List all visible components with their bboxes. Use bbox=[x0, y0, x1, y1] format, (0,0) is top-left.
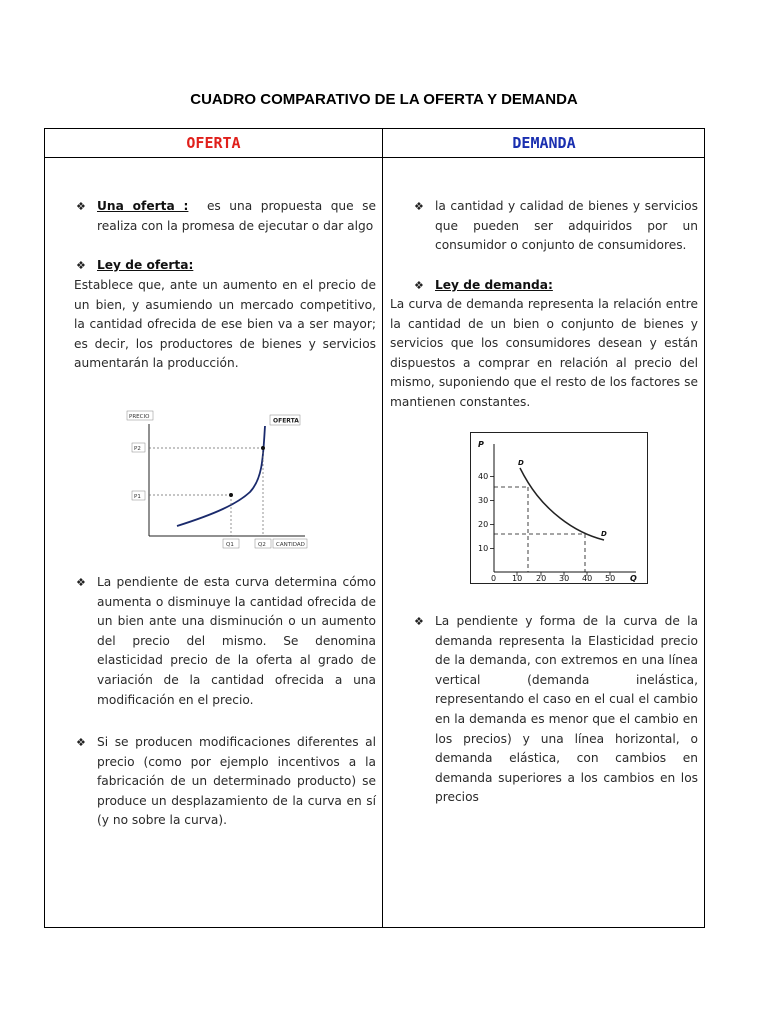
oferta-definition bbox=[97, 197, 376, 236]
y-tick-label: 40 bbox=[478, 472, 489, 481]
oferta-def-term: Una oferta : bbox=[97, 199, 189, 213]
demand-graph-frame bbox=[471, 433, 648, 584]
table-header-row bbox=[45, 129, 704, 158]
oferta-law-text: Establece que, ante un aumento en el precio de un bien, y asumiendo un mercado competitivo, la cantidad ofrecida de ese bien va a ser mayor; es decir, los productores de bienes y servicios aumentarán la producción. bbox=[74, 278, 376, 371]
point-p1 bbox=[229, 493, 233, 497]
demanda-slope-text: La pendiente y forma de la curva de la demanda representa la Elasticidad precio de la demanda, con extremos en una línea vertical (demanda inelástica, representando el caso en el cual el cambio en la demanda es menor que el cambio en los precios) y una línea horizontal, o demanda elástica, con cambios en demanda superiores a los cambios en los precios bbox=[435, 614, 698, 805]
supply-p1-label: P1 bbox=[134, 494, 141, 500]
header-oferta: OFERTA bbox=[186, 134, 241, 152]
demand-x-label: Q bbox=[630, 574, 637, 583]
x-tick-label: 10 bbox=[512, 574, 523, 583]
demand-curve-label-bottom: D bbox=[601, 530, 607, 538]
demanda-definition: la cantidad y calidad de bienes y servicios que pueden ser adquiridos por un consumidor o conjunto de consumidores. bbox=[435, 199, 698, 253]
demanda-law-term: Ley de demanda: bbox=[435, 278, 553, 292]
column-divider bbox=[382, 129, 383, 927]
x-tick-label: 30 bbox=[559, 574, 570, 583]
supply-y-label: PRECIO bbox=[129, 414, 150, 420]
oferta-law-term: Ley de oferta: bbox=[97, 258, 194, 272]
x-tick-label: 0 bbox=[491, 574, 497, 583]
demand-graph bbox=[470, 432, 648, 584]
supply-graph bbox=[125, 408, 315, 553]
oferta-law-heading bbox=[97, 256, 376, 276]
x-tick-label: 50 bbox=[605, 574, 616, 583]
oferta-shift-text: Si se producen modificaciones diferentes al precio (como por ejemplo incentivos a la fabricación de un determinado producto) se produce un desplazamiento de la curva en sí (y no sobre la curva). bbox=[97, 735, 376, 828]
y-tick-label: 10 bbox=[478, 544, 489, 553]
bullet-icon: ❖ bbox=[76, 576, 86, 589]
y-tick-label: 30 bbox=[478, 496, 489, 505]
demand-curve-label-top: D bbox=[518, 459, 524, 467]
header-demanda: DEMANDA bbox=[512, 134, 576, 152]
bullet-icon: ❖ bbox=[76, 736, 86, 749]
supply-q1-label: Q1 bbox=[226, 542, 234, 548]
x-tick-label: 40 bbox=[582, 574, 593, 583]
supply-curve-label: OFERTA bbox=[273, 417, 299, 425]
oferta-def-text-rest: realiza con la promesa de ejecutar o dar algo bbox=[97, 218, 374, 233]
bullet-icon: ❖ bbox=[414, 279, 424, 292]
supply-curve bbox=[177, 426, 265, 526]
bullet-icon: ❖ bbox=[414, 615, 424, 628]
bullet-icon: ❖ bbox=[414, 200, 424, 213]
bullet-icon: ❖ bbox=[76, 259, 86, 272]
x-tick-label: 20 bbox=[536, 574, 547, 583]
page-title: CUADRO COMPARATIVO DE LA OFERTA Y DEMANDA bbox=[190, 91, 578, 108]
supply-x-label: CANTIDAD bbox=[276, 542, 305, 548]
supply-p2-label: P2 bbox=[134, 446, 141, 452]
supply-q2-label: Q2 bbox=[258, 542, 266, 548]
y-tick-label: 20 bbox=[478, 520, 489, 529]
point-p2 bbox=[261, 446, 265, 450]
demanda-law-text: La curva de demanda representa la relación entre la cantidad de un bien o conjunto de bienes y servicios que los consumidores desean y están dispuestos a comprar en relación al precio del mismo, suponiendo que el resto de los factores se mantienen constantes. bbox=[390, 297, 698, 409]
oferta-slope-text: La pendiente de esta curva determina cómo aumenta o disminuye la cantidad ofrecida de un bien ante una disminución o un aumento del precio del mismo. Se denomina elasticidad precio de la oferta al grado de variación de la cantidad ofrecida a una modificación en el precio. bbox=[97, 575, 376, 707]
bullet-icon: ❖ bbox=[76, 200, 86, 213]
oferta-def-text-first: es una propuesta que se bbox=[206, 199, 377, 213]
demand-y-label: P bbox=[478, 440, 484, 449]
demanda-law-heading bbox=[435, 276, 698, 296]
